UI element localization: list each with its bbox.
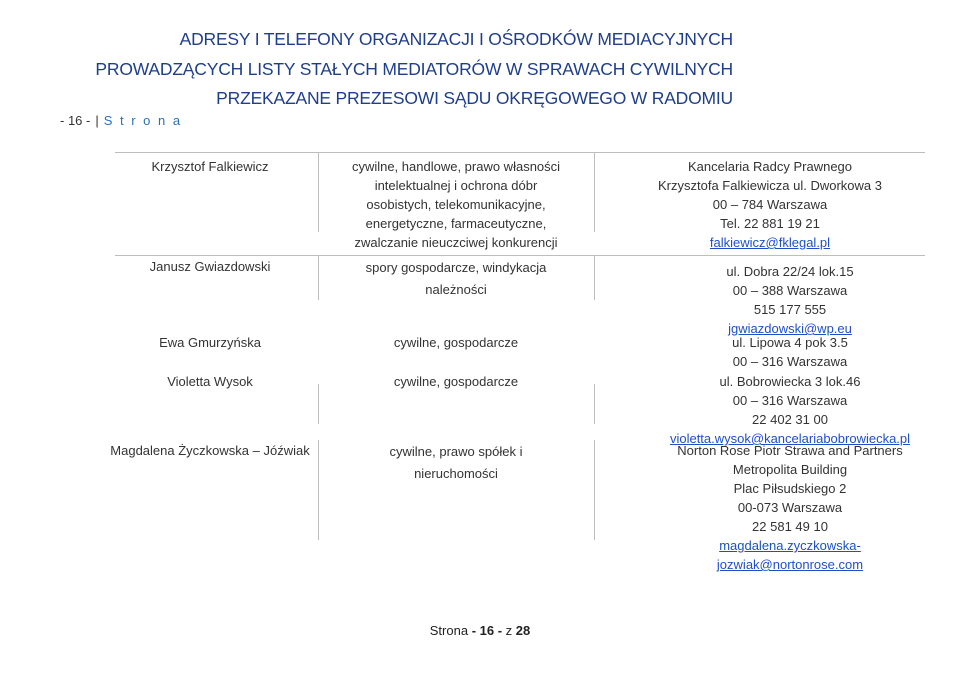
column-divider bbox=[594, 440, 595, 540]
table-row-specialization bbox=[318, 333, 594, 352]
footer-current-page: - 16 - bbox=[471, 623, 503, 638]
table-row-address bbox=[640, 441, 940, 574]
phone-line: 22 402 31 00 bbox=[752, 412, 828, 427]
mediator-name: Janusz Gwiazdowski bbox=[149, 259, 271, 274]
mediator-name: Violetta Wysok bbox=[167, 374, 253, 389]
specialization-line: zwalczanie nieuczciwej konkurencji bbox=[354, 235, 558, 250]
table-row-specialization bbox=[318, 441, 594, 485]
footer-prefix: Strona bbox=[429, 623, 472, 638]
address-line: ul. Bobrowiecka 3 lok.46 bbox=[719, 374, 861, 389]
table-row-name bbox=[115, 333, 305, 352]
table-row-name bbox=[105, 441, 315, 460]
table-row-specialization bbox=[318, 157, 594, 252]
table-row-address bbox=[640, 333, 940, 371]
email-link[interactable]: jgwiazdowski@wp.eu bbox=[728, 321, 852, 336]
phone-line: Tel. 22 881 19 21 bbox=[720, 216, 820, 231]
address-line: Metropolita Building bbox=[732, 462, 848, 477]
mediator-name: Ewa Gmurzyńska bbox=[159, 335, 261, 350]
address-line: Norton Rose Piotr Strawa and Partners bbox=[677, 443, 903, 458]
page-number: - 16 - bbox=[60, 113, 91, 128]
table-row-address bbox=[620, 157, 920, 252]
address-line: ul. Lipowa 4 pok 3.5 bbox=[732, 335, 848, 350]
address-line: 00-073 Warszawa bbox=[737, 500, 843, 515]
specialization-line: cywilne, gospodarcze bbox=[393, 335, 519, 350]
page-separator: | bbox=[95, 113, 99, 128]
phone-line: 515 177 555 bbox=[753, 302, 827, 317]
table-row-address bbox=[640, 372, 940, 448]
address-line: ul. Dobra 22/24 lok.15 bbox=[726, 264, 854, 279]
address-line: 00 – 784 Warszawa bbox=[712, 197, 828, 212]
page-footer bbox=[0, 623, 960, 638]
row-divider bbox=[115, 255, 925, 256]
email-link[interactable]: magdalena.zyczkowska- bbox=[719, 538, 861, 553]
table-row-name bbox=[115, 257, 305, 276]
document-title-line-3: PRZEKAZANE PREZESOWI SĄDU OKRĘGOWEGO W RADOMIU bbox=[216, 88, 733, 108]
page-label bbox=[60, 113, 182, 128]
address-line: 00 – 316 Warszawa bbox=[732, 393, 848, 408]
document-title-line-1: ADRESY I TELEFONY ORGANIZACJI I OŚRODKÓW MEDIACYJNYCH bbox=[179, 29, 733, 49]
footer-mid: z bbox=[502, 623, 516, 638]
mediator-name: Krzysztof Falkiewicz bbox=[151, 159, 269, 174]
column-divider bbox=[594, 255, 595, 300]
page-word: S t r o n a bbox=[103, 113, 183, 128]
address-line: 00 – 388 Warszawa bbox=[732, 283, 848, 298]
address-line: Plac Piłsudskiego 2 bbox=[733, 481, 847, 496]
specialization-line: intelektualnej i ochrona dóbr bbox=[374, 178, 538, 193]
specialization-line: należności bbox=[425, 282, 487, 297]
specialization-line: cywilne, handlowe, prawo własności bbox=[351, 159, 561, 174]
mediator-name: Magdalena Życzkowska – Jóźwiak bbox=[110, 443, 310, 458]
email-link[interactable]: jozwiak@nortonrose.com bbox=[716, 557, 864, 572]
table-row-name bbox=[115, 372, 305, 391]
specialization-line: cywilne, prawo spółek i bbox=[389, 444, 523, 459]
specialization-line: osobistych, telekomunikacyjne, bbox=[366, 197, 546, 212]
table-top-rule bbox=[115, 152, 925, 153]
document-title-line-2: PROWADZĄCYCH LISTY STAŁYCH MEDIATORÓW W SPRAWACH CYWILNYCH bbox=[95, 59, 733, 79]
email-link[interactable]: violetta.wysok@kancelariabobrowiecka.pl bbox=[669, 431, 911, 446]
column-divider bbox=[594, 384, 595, 424]
email-link[interactable]: falkiewicz@fklegal.pl bbox=[709, 235, 831, 250]
table-row-specialization bbox=[318, 372, 594, 391]
table-row-address bbox=[640, 262, 940, 338]
address-line: 00 – 316 Warszawa bbox=[732, 354, 848, 369]
specialization-line: energetyczne, farmaceutyczne, bbox=[365, 216, 547, 231]
table-row-name bbox=[115, 157, 305, 176]
footer-total-pages: 28 bbox=[515, 623, 531, 638]
column-divider bbox=[594, 152, 595, 232]
address-line: Krzysztofa Falkiewicza ul. Dworkowa 3 bbox=[658, 178, 882, 193]
table-row-specialization bbox=[318, 257, 594, 301]
phone-line: 22 581 49 10 bbox=[752, 519, 828, 534]
address-line: Kancelaria Radcy Prawnego bbox=[687, 159, 853, 174]
specialization-line: spory gospodarcze, windykacja bbox=[365, 260, 547, 275]
specialization-line: cywilne, gospodarcze bbox=[393, 374, 519, 389]
specialization-line: nieruchomości bbox=[414, 466, 498, 481]
